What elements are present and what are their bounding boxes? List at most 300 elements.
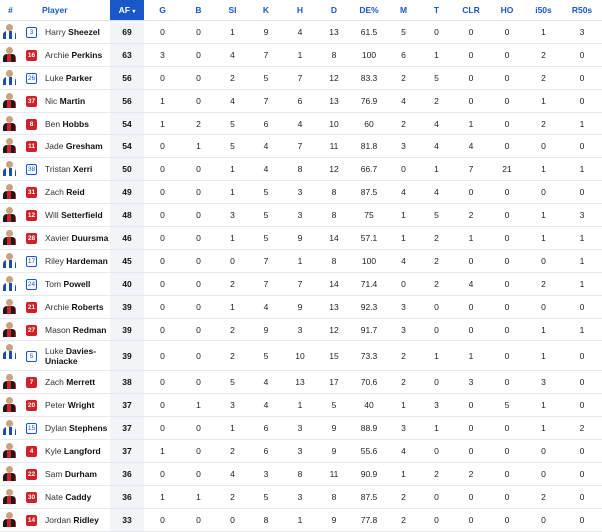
cell-d: 13	[317, 295, 351, 318]
player-photo-cell	[0, 135, 21, 158]
cell-h: 13	[283, 371, 317, 394]
cell-b: 1	[181, 485, 216, 508]
cell-m: 2	[387, 66, 420, 89]
table-row[interactable]	[0, 227, 602, 250]
cell-h: 1	[283, 43, 317, 66]
cell-b: 0	[181, 371, 216, 394]
table-row[interactable]	[0, 204, 602, 227]
table-row[interactable]	[0, 318, 602, 341]
cell-de: 92.3	[351, 295, 387, 318]
table-row[interactable]	[0, 112, 602, 135]
cell-b: 0	[181, 181, 216, 204]
cell-h: 1	[283, 249, 317, 272]
player-photo-cell	[0, 394, 21, 417]
table-row[interactable]	[0, 463, 602, 486]
cell-k: 4	[249, 135, 283, 158]
jersey-number-badge: 7	[26, 377, 37, 388]
cell-t: 3	[420, 394, 453, 417]
player-photo-cell	[0, 66, 21, 89]
table-row[interactable]	[0, 440, 602, 463]
cell-r50s: 0	[562, 394, 602, 417]
cell-de: 75	[351, 204, 387, 227]
cell-af: 37	[110, 394, 144, 417]
player-name[interactable]	[42, 508, 110, 531]
jersey-cell	[21, 417, 42, 440]
cell-ho: 0	[489, 371, 525, 394]
cell-i50s: 1	[525, 394, 562, 417]
cell-b: 0	[181, 318, 216, 341]
avatar	[3, 321, 16, 337]
table-row[interactable]	[0, 181, 602, 204]
cell-k: 4	[249, 394, 283, 417]
cell-g: 0	[144, 394, 181, 417]
cell-ho: 21	[489, 158, 525, 181]
player-photo-cell	[0, 463, 21, 486]
jersey-number-badge: 28	[27, 234, 36, 242]
cell-r50s: 0	[562, 508, 602, 531]
cell-de: 73.3	[351, 341, 387, 371]
cell-si: 1	[216, 227, 249, 250]
cell-b: 2	[181, 112, 216, 135]
cell-b: 0	[181, 249, 216, 272]
col-header-g[interactable]: G	[144, 0, 181, 21]
col-header-af[interactable]	[110, 0, 144, 21]
cell-ho: 0	[489, 204, 525, 227]
player-last-name: Ridley	[73, 514, 99, 525]
col-header-ho[interactable]: HO	[489, 0, 525, 21]
table-row[interactable]	[0, 508, 602, 531]
col-header-m[interactable]: M	[387, 0, 420, 21]
player-first-name: Tristan	[45, 164, 71, 175]
cell-r50s: 0	[562, 485, 602, 508]
cell-af: 49	[110, 181, 144, 204]
cell-m: 1	[387, 204, 420, 227]
cell-i50s: 0	[525, 508, 562, 531]
table-body	[0, 21, 602, 532]
cell-b: 0	[181, 508, 216, 531]
cell-d: 14	[317, 272, 351, 295]
player-name[interactable]	[42, 463, 110, 486]
cell-de: 88.9	[351, 417, 387, 440]
cell-i50s: 3	[525, 371, 562, 394]
cell-r50s: 0	[562, 371, 602, 394]
jersey-cell	[21, 227, 42, 250]
cell-r50s: 0	[562, 341, 602, 371]
cell-r50s: 0	[562, 135, 602, 158]
player-first-name: Sam	[45, 468, 63, 479]
jersey-number-badge: 24	[27, 280, 36, 288]
jersey-cell	[21, 272, 42, 295]
jersey-number-badge: 11	[26, 141, 37, 152]
cell-b: 0	[181, 272, 216, 295]
player-last-name: Durham	[64, 468, 97, 479]
col-header-d[interactable]: D	[317, 0, 351, 21]
table-row[interactable]	[0, 43, 602, 66]
cell-si: 4	[216, 463, 249, 486]
cell-ho: 0	[489, 43, 525, 66]
jersey-number-badge: 5	[26, 351, 37, 362]
cell-i50s: 1	[525, 158, 562, 181]
jersey-number-badge: 16	[27, 51, 36, 59]
player-name[interactable]	[42, 371, 110, 394]
cell-m: 4	[387, 89, 420, 112]
table-row[interactable]	[0, 417, 602, 440]
cell-clr: 0	[453, 440, 489, 463]
jersey-number-badge: 12	[27, 212, 36, 220]
player-first-name: Nic	[45, 95, 58, 106]
cell-h: 10	[283, 341, 317, 371]
cell-g: 0	[144, 463, 181, 486]
cell-clr: 1	[453, 341, 489, 371]
player-first-name: Peter	[45, 400, 66, 411]
cell-k: 5	[249, 341, 283, 371]
avatar	[3, 511, 16, 527]
cell-d: 14	[317, 227, 351, 250]
cell-r50s: 1	[562, 158, 602, 181]
cell-ho: 0	[489, 181, 525, 204]
cell-g: 0	[144, 341, 181, 371]
avatar	[3, 69, 16, 85]
cell-m: 2	[387, 508, 420, 531]
cell-de: 70.6	[351, 371, 387, 394]
col-header-player[interactable]: Player	[42, 0, 110, 21]
cell-i50s: 2	[525, 66, 562, 89]
cell-si: 2	[216, 440, 249, 463]
cell-m: 1	[387, 227, 420, 250]
player-photo-cell	[0, 158, 21, 181]
jersey-cell	[21, 66, 42, 89]
jersey-number-badge: 38	[27, 166, 36, 174]
player-photo-cell	[0, 89, 21, 112]
player-last-name: Caddy	[65, 491, 92, 502]
cell-r50s: 1	[562, 112, 602, 135]
cell-i50s: 1	[525, 417, 562, 440]
af-label: AF	[118, 5, 130, 15]
cell-k: 4	[249, 158, 283, 181]
cell-clr: 0	[453, 66, 489, 89]
cell-ho: 0	[489, 272, 525, 295]
player-name[interactable]	[42, 43, 110, 66]
cell-b: 0	[181, 21, 216, 44]
player-name[interactable]	[42, 440, 110, 463]
table-row[interactable]	[0, 394, 602, 417]
cell-g: 1	[144, 485, 181, 508]
cell-ho: 0	[489, 249, 525, 272]
table-row[interactable]	[0, 158, 602, 181]
cell-b: 0	[181, 43, 216, 66]
cell-clr: 2	[453, 463, 489, 486]
cell-b: 0	[181, 295, 216, 318]
cell-g: 0	[144, 204, 181, 227]
player-photo-cell	[0, 249, 21, 272]
jersey-number-badge: 27	[27, 326, 36, 334]
jersey-cell	[21, 341, 42, 371]
cell-af: 54	[110, 135, 144, 158]
jersey-cell	[21, 249, 42, 272]
cell-d: 12	[317, 158, 351, 181]
cell-ho: 0	[489, 463, 525, 486]
player-name[interactable]	[42, 227, 110, 250]
cell-si: 1	[216, 21, 249, 44]
cell-af: 56	[110, 66, 144, 89]
player-first-name: Jordan	[45, 514, 71, 525]
cell-si: 1	[216, 158, 249, 181]
player-name[interactable]	[42, 66, 110, 89]
cell-t: 0	[420, 21, 453, 44]
avatar	[3, 183, 16, 199]
cell-si: 2	[216, 341, 249, 371]
player-last-name: Langford	[63, 446, 101, 457]
player-last-name: Hobbs	[62, 118, 89, 129]
cell-b: 1	[181, 135, 216, 158]
cell-i50s: 1	[525, 341, 562, 371]
player-name[interactable]	[42, 295, 110, 318]
cell-d: 13	[317, 89, 351, 112]
player-name[interactable]	[42, 249, 110, 272]
cell-ho: 0	[489, 66, 525, 89]
player-name[interactable]	[42, 485, 110, 508]
jersey-cell	[21, 204, 42, 227]
cell-m: 4	[387, 249, 420, 272]
cell-ho: 0	[489, 227, 525, 250]
cell-i50s: 1	[525, 318, 562, 341]
cell-clr: 4	[453, 272, 489, 295]
cell-g: 0	[144, 181, 181, 204]
jersey-cell	[21, 295, 42, 318]
jersey-cell	[21, 21, 42, 44]
cell-t: 0	[420, 318, 453, 341]
cell-si: 1	[216, 181, 249, 204]
cell-af: 50	[110, 158, 144, 181]
jersey-number-badge: 22	[27, 470, 36, 478]
cell-af: 39	[110, 341, 144, 371]
header-row	[0, 0, 602, 21]
cell-de: 40	[351, 394, 387, 417]
cell-si: 2	[216, 272, 249, 295]
cell-i50s: 0	[525, 440, 562, 463]
player-name[interactable]	[42, 204, 110, 227]
jersey-cell	[21, 135, 42, 158]
cell-h: 3	[283, 204, 317, 227]
col-header-h[interactable]: H	[283, 0, 317, 21]
table-row[interactable]	[0, 66, 602, 89]
cell-d: 11	[317, 135, 351, 158]
cell-af: 56	[110, 89, 144, 112]
cell-m: 4	[387, 181, 420, 204]
cell-k: 4	[249, 371, 283, 394]
cell-d: 8	[317, 204, 351, 227]
cell-i50s: 2	[525, 485, 562, 508]
col-header-i50s[interactable]: i50s	[525, 0, 562, 21]
player-first-name: Archie	[45, 301, 70, 312]
col-header-t[interactable]: T	[420, 0, 453, 21]
table-row[interactable]	[0, 21, 602, 44]
table-row[interactable]	[0, 295, 602, 318]
player-last-name: Stephens	[69, 423, 108, 434]
cell-clr: 0	[453, 43, 489, 66]
cell-t: 2	[420, 89, 453, 112]
cell-k: 5	[249, 204, 283, 227]
player-photo-cell	[0, 295, 21, 318]
cell-k: 7	[249, 43, 283, 66]
cell-r50s: 0	[562, 181, 602, 204]
cell-si: 5	[216, 135, 249, 158]
table-row[interactable]	[0, 272, 602, 295]
cell-g: 0	[144, 272, 181, 295]
jersey-cell	[21, 440, 42, 463]
jersey-number-badge: 30	[27, 493, 36, 501]
player-last-name: Merrett	[66, 377, 96, 388]
cell-clr: 3	[453, 371, 489, 394]
cell-r50s: 2	[562, 417, 602, 440]
avatar	[3, 46, 16, 62]
col-header-si[interactable]: SI	[216, 0, 249, 21]
player-name[interactable]	[42, 394, 110, 417]
cell-r50s: 1	[562, 227, 602, 250]
cell-si: 5	[216, 112, 249, 135]
cell-af: 40	[110, 272, 144, 295]
table-row[interactable]	[0, 485, 602, 508]
avatar	[3, 465, 16, 481]
jersey-cell	[21, 508, 42, 531]
player-name[interactable]	[42, 21, 110, 44]
jersey-cell	[21, 89, 42, 112]
table-row[interactable]	[0, 249, 602, 272]
cell-d: 12	[317, 66, 351, 89]
player-name[interactable]	[42, 272, 110, 295]
cell-g: 0	[144, 66, 181, 89]
player-photo-cell	[0, 485, 21, 508]
cell-g: 0	[144, 21, 181, 44]
table-row[interactable]	[0, 371, 602, 394]
jersey-number-badge: 20	[27, 402, 36, 410]
player-name[interactable]	[42, 135, 110, 158]
col-header-de[interactable]: DE%	[351, 0, 387, 21]
player-name[interactable]	[42, 181, 110, 204]
cell-i50s: 2	[525, 112, 562, 135]
cell-h: 1	[283, 394, 317, 417]
col-header-k[interactable]: K	[249, 0, 283, 21]
table-row[interactable]	[0, 341, 602, 371]
cell-t: 0	[420, 295, 453, 318]
col-header-rank[interactable]: #	[0, 0, 21, 21]
cell-t: 4	[420, 135, 453, 158]
cell-clr: 0	[453, 417, 489, 440]
player-name[interactable]	[42, 341, 110, 371]
cell-b: 0	[181, 227, 216, 250]
player-name[interactable]	[42, 158, 110, 181]
jersey-number-badge: 37	[27, 97, 36, 105]
cell-k: 5	[249, 485, 283, 508]
player-first-name: Harry	[45, 26, 66, 37]
col-header-clr[interactable]: CLR	[453, 0, 489, 21]
player-first-name: Tom	[45, 278, 62, 289]
cell-k: 4	[249, 295, 283, 318]
cell-m: 1	[387, 463, 420, 486]
cell-d: 9	[317, 440, 351, 463]
cell-t: 5	[420, 204, 453, 227]
cell-r50s: 3	[562, 21, 602, 44]
cell-g: 0	[144, 249, 181, 272]
cell-m: 4	[387, 440, 420, 463]
col-header-r50s[interactable]: R50s	[562, 0, 602, 21]
cell-ho: 0	[489, 341, 525, 371]
cell-ho: 0	[489, 485, 525, 508]
cell-g: 1	[144, 89, 181, 112]
cell-t: 5	[420, 66, 453, 89]
jersey-number-badge: 15	[27, 425, 36, 433]
cell-de: 61.5	[351, 21, 387, 44]
cell-i50s: 0	[525, 249, 562, 272]
cell-m: 3	[387, 318, 420, 341]
cell-si: 3	[216, 204, 249, 227]
cell-af: 37	[110, 440, 144, 463]
cell-d: 9	[317, 508, 351, 531]
player-last-name: Powell	[63, 278, 91, 289]
cell-i50s: 1	[525, 21, 562, 44]
cell-b: 0	[181, 89, 216, 112]
cell-i50s: 0	[525, 181, 562, 204]
player-name[interactable]	[42, 417, 110, 440]
jersey-cell	[21, 181, 42, 204]
jersey-number-badge: 26	[27, 74, 36, 82]
jersey-number-badge: 31	[27, 189, 36, 197]
cell-k: 7	[249, 249, 283, 272]
cell-b: 0	[181, 463, 216, 486]
player-first-name: Xavier	[45, 232, 70, 243]
cell-t: 1	[420, 43, 453, 66]
cell-t: 0	[420, 485, 453, 508]
player-name[interactable]	[42, 318, 110, 341]
avatar	[3, 396, 16, 412]
cell-i50s: 0	[525, 135, 562, 158]
table-row[interactable]	[0, 89, 602, 112]
avatar	[3, 115, 16, 131]
cell-af: 39	[110, 295, 144, 318]
cell-af: 46	[110, 227, 144, 250]
table-row[interactable]	[0, 135, 602, 158]
cell-k: 5	[249, 66, 283, 89]
cell-g: 0	[144, 227, 181, 250]
cell-h: 8	[283, 463, 317, 486]
player-first-name: Dylan	[45, 423, 67, 434]
avatar	[3, 488, 16, 504]
player-photo-cell	[0, 272, 21, 295]
cell-h: 7	[283, 135, 317, 158]
cell-de: 66.7	[351, 158, 387, 181]
player-last-name: Perkins	[71, 49, 103, 60]
cell-clr: 7	[453, 158, 489, 181]
cell-i50s: 1	[525, 89, 562, 112]
cell-d: 17	[317, 371, 351, 394]
col-header-b[interactable]: B	[181, 0, 216, 21]
cell-de: 87.5	[351, 181, 387, 204]
cell-de: 76.9	[351, 89, 387, 112]
cell-d: 5	[317, 394, 351, 417]
cell-m: 6	[387, 43, 420, 66]
cell-af: 38	[110, 371, 144, 394]
player-last-name: Roberts	[71, 301, 104, 312]
player-name[interactable]	[42, 112, 110, 135]
cell-af: 45	[110, 249, 144, 272]
cell-k: 8	[249, 508, 283, 531]
jersey-number-badge: 21	[27, 303, 36, 311]
jersey-cell	[21, 112, 42, 135]
player-name[interactable]	[42, 89, 110, 112]
cell-de: 91.7	[351, 318, 387, 341]
player-photo-cell	[0, 21, 21, 44]
cell-t: 0	[420, 440, 453, 463]
